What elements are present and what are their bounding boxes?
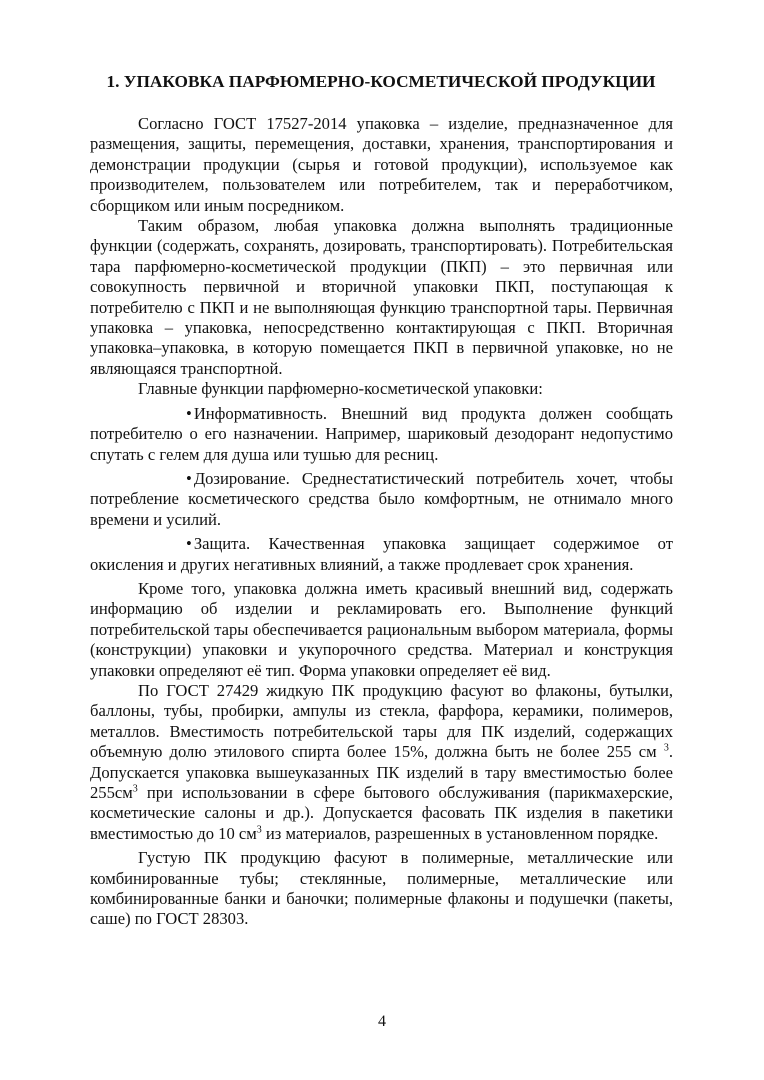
- list-item-informativeness: [90, 404, 673, 465]
- paragraph-liquid-products: [90, 681, 673, 844]
- text-segment: из материалов, разрешенных в установленном порядке.: [261, 823, 659, 843]
- page-number: 4: [378, 1013, 386, 1030]
- superscript: 3: [663, 742, 669, 754]
- text-segment: при использовании в сфере бытового обслуживания (парикмахерские, косметические салоны и др.). Допускается фасовать ПК изделия в пакетики вместимостью до 10 см: [90, 783, 673, 843]
- list-item-dosing: [90, 469, 673, 530]
- superscript: 3: [132, 783, 138, 795]
- paragraph-gost-definition: Согласно ГОСТ 17527-2014 упаковка – изделие, предназначенное для размещения, защиты, перемещения, доставки, хранения, транспортирования и демонстрации продукции (сырья и готовой продукции), используемое как производителем, пользователем или потребителем, так и переработчиком, сборщиком или иным посредником.: [90, 114, 673, 215]
- paragraph-appearance: Кроме того, упаковка должна иметь красивый внешний вид, содержать информацию об изделии и рекламировать его. Выполнение функций потребительской тары обеспечивается рациональным выбором материала, формы (конструкции) упаковки и укупорочного средства. Материал и конструкция упаковки определяют её тип. Форма упаковки определяет её вид.: [90, 578, 673, 680]
- superscript: 3: [256, 824, 262, 836]
- bullet-icon: •: [186, 468, 192, 488]
- bullet-icon: •: [186, 534, 192, 554]
- text-segment: . Допускается упаковка вышеуказанных ПК изделий в тару вместимостью более 255см: [90, 742, 673, 802]
- paragraph-main-functions-intro: Главные функции парфюмерно-косметической упаковки:: [138, 379, 543, 399]
- paragraph-packaging-functions: Таким образом, любая упаковка должна выполнять традиционные функции (содержать, сохранять, дозировать, транспортировать). Потребительская тара парфюмерно-косметической продукции (ПКП) – это первичная или совокупность первичной и вторичной упаковки ПКП, поступающая к потребителю с ПКП и не выполняющая функцию транспортной тары. Первичная упаковка – упаковка, непосредственно контактирующая с ПКП. Вторичная упаковка–упаковка, в которую помещается ПКП в первичной упаковке, но не являющаяся транспортной.: [90, 216, 673, 378]
- list-item-text: Защита. Качественная упаковка защищает содержимое от окисления и других негативных влияний, а также продлевает срок хранения.: [90, 534, 673, 574]
- paragraph-thick-products: Густую ПК продукцию фасуют в полимерные, металлические или комбинированные тубы; стеклянные, полимерные, металлические или комбинированные банки и баночки; полимерные флаконы и подушечки (пакеты, саше) по ГОСТ 28303.: [90, 848, 673, 929]
- list-item-protection: [90, 534, 673, 575]
- list-item-text: Дозирование. Среднестатистический потребитель хочет, чтобы потребление косметического средства было комфортным, не отнимало много времени и усилий.: [90, 468, 673, 529]
- bullet-icon: •: [186, 403, 192, 423]
- page-title: 1. УПАКОВКА ПАРФЮМЕРНО-КОСМЕТИЧЕСКОЙ ПРОДУКЦИИ: [106, 72, 656, 91]
- body-text: [90, 114, 673, 930]
- text-segment: По ГОСТ 27429 жидкую ПК продукцию фасуют во флаконы, бутылки, баллоны, тубы, пробирки, ампулы из стекла, фарфора, керамики, полимеров, металлов. Вместимость потребительской тары для ПК изделий, содержащих объемную долю этилового спирта более 15%, должна быть не более 255 см: [90, 680, 673, 762]
- list-item-text: Информативность. Внешний вид продукта должен сообщать потребителю о его назначении. Например, шариковый дезодорант недопустимо спутать с гелем для душа или тушью для ресниц.: [90, 403, 673, 464]
